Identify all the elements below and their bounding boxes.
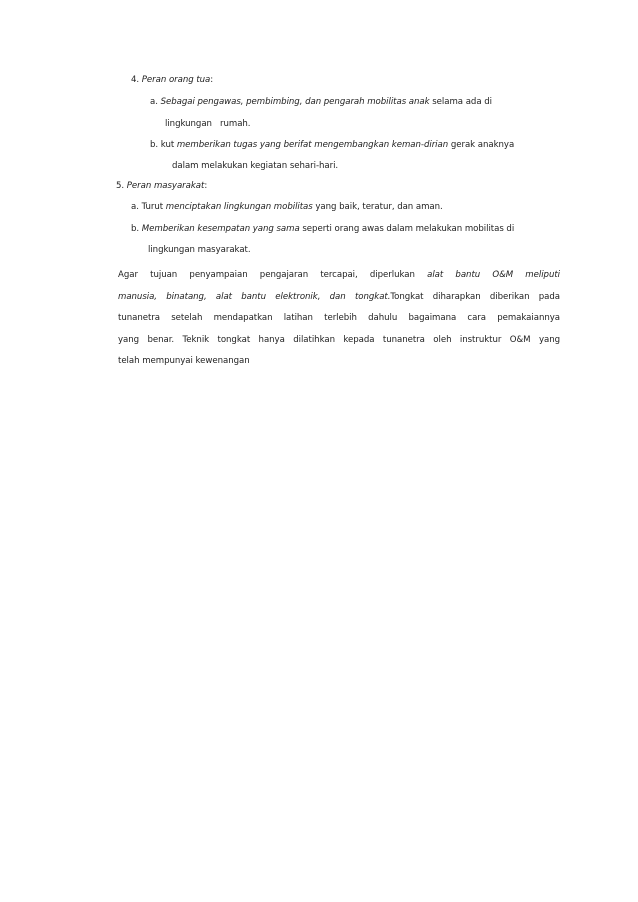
section-4-marker: 4. <box>131 75 140 85</box>
paragraph-line-1-plain: Agar tujuan penyampaian pengajaran tercapai, diperlukan <box>118 270 428 280</box>
section-4a-rest: selama ada di <box>429 97 492 107</box>
section-5a-line1 <box>131 201 443 213</box>
paragraph-line-2 <box>118 291 560 303</box>
section-4b-rest: gerak anaknya <box>448 140 515 150</box>
section-5b-marker: b. <box>131 224 140 234</box>
section-4b-plain: kut <box>160 140 177 150</box>
section-5a-rest: yang baik, teratur, dan aman. <box>312 202 443 212</box>
section-4b-marker: b. <box>150 140 159 150</box>
section-5-title: Peran masyarakat <box>126 181 205 191</box>
section-5b-line2: lingkungan masyarakat. <box>148 245 251 255</box>
section-4-title: Peran orang tua <box>141 75 211 85</box>
paragraph-line-5: telah mempunyai kewenangan <box>118 356 250 366</box>
section-5b-rest: seperti orang awas dalam melakukan mobilitas di <box>299 224 515 234</box>
section-4a-line2: lingkungan rumah. <box>165 119 251 129</box>
section-4a-marker: a. <box>150 97 158 107</box>
section-5-colon: : <box>204 181 208 191</box>
section-4-heading <box>131 74 213 86</box>
section-4a-italic: Sebagai pengawas, pembimbing, dan pengarah mobilitas anak <box>160 97 430 107</box>
section-5-marker: 5. <box>116 181 125 191</box>
paragraph-line-1-italic: alat bantu O&M meliputi <box>427 270 560 280</box>
section-5b-italic: Memberikan kesempatan yang sama <box>141 224 300 234</box>
section-5-heading <box>116 180 207 192</box>
paragraph-line-2-plain: Tongkat diharapkan diberikan pada <box>390 292 560 302</box>
paragraph-line-2-italic: manusia, binatang, alat bantu elektronik, dan tongkat. <box>118 292 391 302</box>
section-4b-line1 <box>150 139 514 151</box>
section-5a-plain: Turut <box>141 202 166 212</box>
section-4b-italic: memberikan tugas yang berifat mengembangkan keman-dirian <box>176 140 449 150</box>
section-5a-italic: menciptakan lingkungan mobilitas <box>165 202 313 212</box>
section-5a-marker: a. <box>131 202 139 212</box>
section-5b-line1 <box>131 223 514 235</box>
paragraph-line-1 <box>118 269 560 281</box>
section-4-colon: : <box>210 75 214 85</box>
paragraph-line-4: yang benar. Teknik tongkat hanya dilatihkan kepada tunanetra oleh instruktur O&M yang <box>118 335 560 345</box>
section-4a-line1 <box>150 96 492 108</box>
paragraph-line-3: tunanetra setelah mendapatkan latihan terlebih dahulu bagaimana cara pemakaiannya <box>118 313 560 323</box>
section-4b-line2: dalam melakukan kegiatan sehari-hari. <box>172 161 339 171</box>
